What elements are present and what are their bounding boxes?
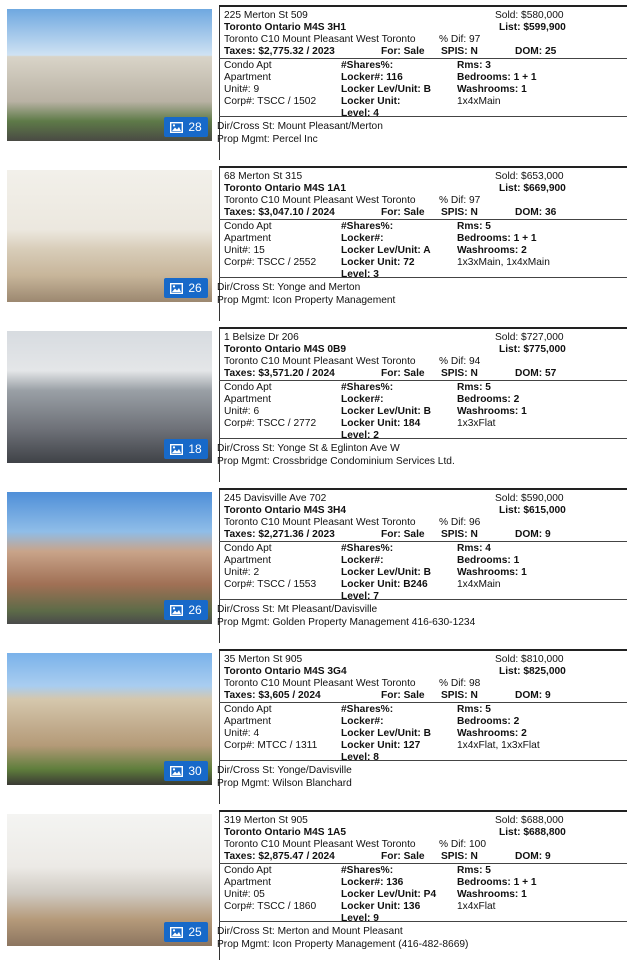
pct-dif: % Dif: 98 (439, 678, 481, 689)
shares-text: #Shares%: (341, 704, 394, 715)
area-text: Toronto C10 Mount Pleasant West Toronto (224, 517, 416, 528)
for-sale: For: Sale (381, 46, 425, 57)
washrooms-text: Washrooms: 1 (457, 889, 527, 900)
dom-text: DOM: 57 (515, 368, 557, 379)
corp-text: Corp#: TSCC / 1860 (224, 901, 317, 912)
listing-row (5, 5, 627, 160)
washroom-desc: 1x4xFlat (457, 901, 496, 912)
cross-street: Dir/Cross St: Yonge and Merton (217, 282, 361, 293)
cross-street: Dir/Cross St: Mt Pleasant/Davisville (217, 604, 378, 615)
spis-text: SPIS: N (441, 851, 478, 862)
listing-photo[interactable] (7, 170, 212, 302)
prop-mgmt: Prop Mgmt: Wilson Blanchard (217, 778, 352, 789)
prop-mgmt: Prop Mgmt: Golden Property Management 416-630-1234 (217, 617, 476, 628)
dom-text: DOM: 9 (515, 529, 551, 540)
unit-text: Unit#: 4 (224, 728, 260, 739)
sold-price: Sold: $653,000 (495, 171, 564, 182)
locker-text: Locker#: 136 (341, 877, 404, 888)
bedrooms-text: Bedrooms: 1 + 1 (457, 877, 537, 888)
unit-text: Unit#: 05 (224, 889, 265, 900)
listing-row (5, 488, 627, 643)
washroom-desc: 1x4xMain (457, 96, 501, 107)
listing-photo[interactable] (7, 9, 212, 141)
section-divider (219, 438, 627, 439)
washrooms-text: Washrooms: 1 (457, 84, 527, 95)
addr-text: 35 Merton St 905 (224, 654, 303, 665)
style-text: Apartment (224, 716, 271, 727)
rooms-text: Rms: 5 (457, 382, 491, 393)
spis-text: SPIS: N (441, 207, 478, 218)
listing-photo[interactable] (7, 814, 212, 946)
area-text: Toronto C10 Mount Pleasant West Toronto (224, 356, 416, 367)
locker-lev-text: Locker Lev/Unit: A (341, 245, 431, 256)
list-price: List: $615,000 (499, 505, 566, 516)
taxes-text: Taxes: $3,605 / 2024 (224, 690, 321, 701)
shares-text: #Shares%: (341, 382, 394, 393)
level-text: Level: 9 (341, 913, 379, 924)
sold-price: Sold: $580,000 (495, 10, 564, 21)
type-text: Condo Apt (224, 382, 272, 393)
corp-text: Corp#: TSCC / 1502 (224, 96, 317, 107)
locker-lev-text: Locker Lev/Unit: B (341, 406, 432, 417)
photo-count: 30 (188, 764, 202, 778)
corp-text: Corp#: TSCC / 2552 (224, 257, 317, 268)
area-text: Toronto C10 Mount Pleasant West Toronto (224, 34, 416, 45)
spis-text: SPIS: N (441, 529, 478, 540)
image-icon (170, 766, 183, 777)
for-sale: For: Sale (381, 368, 425, 379)
cross-street: Dir/Cross St: Yonge/Davisville (217, 765, 352, 776)
level-text: Level: 3 (341, 269, 379, 280)
listing-row (5, 649, 627, 804)
level-text: Level: 8 (341, 752, 379, 763)
addr-text: 319 Merton St 905 (224, 815, 308, 826)
addr-text: 245 Davisville Ave 702 (224, 493, 327, 504)
unit-text: Unit#: 6 (224, 406, 260, 417)
prop-mgmt: Prop Mgmt: Crossbridge Condominium Services Ltd. (217, 456, 455, 467)
spis-text: SPIS: N (441, 368, 478, 379)
addr-text: 225 Merton St 509 (224, 10, 308, 21)
taxes-text: Taxes: $2,775.32 / 2023 (224, 46, 335, 57)
prop-mgmt: Prop Mgmt: Icon Property Management (217, 295, 396, 306)
dom-text: DOM: 9 (515, 851, 551, 862)
level-text: Level: 2 (341, 430, 379, 441)
washroom-desc: 1x3xMain, 1x4xMain (457, 257, 550, 268)
style-text: Apartment (224, 233, 271, 244)
taxes-text: Taxes: $3,571.20 / 2024 (224, 368, 335, 379)
city-text: Toronto Ontario M4S 1A1 (224, 183, 347, 194)
list-price: List: $669,900 (499, 183, 566, 194)
photo-count: 18 (188, 442, 202, 456)
unit-text: Unit#: 9 (224, 84, 260, 95)
list-price: List: $688,800 (499, 827, 566, 838)
locker-unit-text: Locker Unit: (341, 96, 401, 107)
type-text: Condo Apt (224, 60, 272, 71)
taxes-text: Taxes: $2,875.47 / 2024 (224, 851, 335, 862)
locker-lev-text: Locker Lev/Unit: B (341, 567, 432, 578)
taxes-text: Taxes: $2,271.36 / 2023 (224, 529, 335, 540)
section-divider (219, 277, 627, 278)
for-sale: For: Sale (381, 207, 425, 218)
photo-count: 25 (188, 925, 202, 939)
for-sale: For: Sale (381, 529, 425, 540)
listing-photo[interactable] (7, 653, 212, 785)
washrooms-text: Washrooms: 2 (457, 728, 527, 739)
city-text: Toronto Ontario M4S 1A5 (224, 827, 347, 838)
cross-street: Dir/Cross St: Merton and Mount Pleasant (217, 926, 403, 937)
locker-unit-text: Locker Unit: B246 (341, 579, 428, 590)
list-price: List: $775,000 (499, 344, 566, 355)
washroom-desc: 1x4xFlat, 1x3xFlat (457, 740, 540, 751)
image-icon (170, 122, 183, 133)
listing-photo[interactable] (7, 492, 212, 624)
list-price: List: $599,900 (499, 22, 566, 33)
pct-dif: % Dif: 97 (439, 34, 481, 45)
washrooms-text: Washrooms: 1 (457, 567, 527, 578)
image-icon (170, 444, 183, 455)
sold-price: Sold: $727,000 (495, 332, 564, 343)
locker-lev-text: Locker Lev/Unit: B (341, 84, 432, 95)
sold-price: Sold: $688,000 (495, 815, 564, 826)
rooms-text: Rms: 4 (457, 543, 491, 554)
photo-count: 28 (188, 120, 202, 134)
section-divider (219, 921, 627, 922)
sold-price: Sold: $810,000 (495, 654, 564, 665)
washrooms-text: Washrooms: 2 (457, 245, 527, 256)
washroom-desc: 1x3xFlat (457, 418, 496, 429)
addr-text: 68 Merton St 315 (224, 171, 303, 182)
listing-photo[interactable] (7, 331, 212, 463)
city-text: Toronto Ontario M4S 3H4 (224, 505, 347, 516)
listing-row (5, 166, 627, 321)
row-top-border (219, 810, 627, 812)
section-divider (219, 702, 627, 703)
locker-unit-text: Locker Unit: 184 (341, 418, 421, 429)
locker-unit-text: Locker Unit: 72 (341, 257, 415, 268)
washroom-desc: 1x4xMain (457, 579, 501, 590)
cross-street: Dir/Cross St: Yonge St & Eglinton Ave W (217, 443, 400, 454)
sold-price: Sold: $590,000 (495, 493, 564, 504)
shares-text: #Shares%: (341, 221, 394, 232)
shares-text: #Shares%: (341, 865, 394, 876)
level-text: Level: 7 (341, 591, 379, 602)
city-text: Toronto Ontario M4S 3G4 (224, 666, 347, 677)
photo-count-badge[interactable] (164, 761, 208, 781)
area-text: Toronto C10 Mount Pleasant West Toronto (224, 839, 416, 850)
dom-text: DOM: 25 (515, 46, 557, 57)
row-top-border (219, 327, 627, 329)
section-divider (219, 380, 627, 381)
style-text: Apartment (224, 877, 271, 888)
row-top-border (219, 649, 627, 651)
listing-row (5, 327, 627, 482)
taxes-text: Taxes: $3,047.10 / 2024 (224, 207, 335, 218)
addr-text: 1 Belsize Dr 206 (224, 332, 299, 343)
prop-mgmt: Prop Mgmt: Icon Property Management (416-482-8669) (217, 939, 469, 950)
image-icon (170, 927, 183, 938)
style-text: Apartment (224, 394, 271, 405)
list-price: List: $825,000 (499, 666, 566, 677)
dom-text: DOM: 36 (515, 207, 557, 218)
cross-street: Dir/Cross St: Mount Pleasant/Merton (217, 121, 383, 132)
row-top-border (219, 488, 627, 490)
spis-text: SPIS: N (441, 690, 478, 701)
section-divider (219, 863, 627, 864)
shares-text: #Shares%: (341, 60, 394, 71)
locker-text: Locker#: (341, 233, 384, 244)
pct-dif: % Dif: 100 (439, 839, 486, 850)
locker-text: Locker#: (341, 555, 384, 566)
type-text: Condo Apt (224, 704, 272, 715)
listing-row (5, 810, 627, 960)
section-divider (219, 599, 627, 600)
dom-text: DOM: 9 (515, 690, 551, 701)
rooms-text: Rms: 5 (457, 221, 491, 232)
section-divider (219, 760, 627, 761)
section-divider (219, 541, 627, 542)
photo-count-badge[interactable] (164, 600, 208, 620)
pct-dif: % Dif: 97 (439, 195, 481, 206)
photo-count: 26 (188, 603, 202, 617)
locker-unit-text: Locker Unit: 127 (341, 740, 421, 751)
style-text: Apartment (224, 72, 271, 83)
corp-text: Corp#: TSCC / 1553 (224, 579, 317, 590)
bedrooms-text: Bedrooms: 1 + 1 (457, 72, 537, 83)
prop-mgmt: Prop Mgmt: Percel Inc (217, 134, 318, 145)
locker-text: Locker#: 116 (341, 72, 403, 83)
level-text: Level: 4 (341, 108, 379, 119)
rooms-text: Rms: 5 (457, 704, 491, 715)
city-text: Toronto Ontario M4S 3H1 (224, 22, 347, 33)
photo-count-badge[interactable] (164, 117, 208, 137)
section-divider (219, 219, 627, 220)
locker-text: Locker#: (341, 394, 384, 405)
area-text: Toronto C10 Mount Pleasant West Toronto (224, 678, 416, 689)
photo-count: 26 (188, 281, 202, 295)
locker-lev-text: Locker Lev/Unit: P4 (341, 889, 437, 900)
section-divider (219, 58, 627, 59)
photo-count-badge[interactable] (164, 439, 208, 459)
bedrooms-text: Bedrooms: 2 (457, 394, 520, 405)
row-top-border (219, 166, 627, 168)
corp-text: Corp#: MTCC / 1311 (224, 740, 318, 751)
bedrooms-text: Bedrooms: 2 (457, 716, 520, 727)
row-top-border (219, 5, 627, 7)
washrooms-text: Washrooms: 1 (457, 406, 527, 417)
shares-text: #Shares%: (341, 543, 394, 554)
photo-count-badge[interactable] (164, 922, 208, 942)
locker-text: Locker#: (341, 716, 384, 727)
unit-text: Unit#: 15 (224, 245, 265, 256)
type-text: Condo Apt (224, 543, 272, 554)
area-text: Toronto C10 Mount Pleasant West Toronto (224, 195, 416, 206)
pct-dif: % Dif: 94 (439, 356, 481, 367)
locker-unit-text: Locker Unit: 136 (341, 901, 421, 912)
corp-text: Corp#: TSCC / 2772 (224, 418, 317, 429)
rooms-text: Rms: 3 (457, 60, 491, 71)
type-text: Condo Apt (224, 221, 272, 232)
spis-text: SPIS: N (441, 46, 478, 57)
photo-count-badge[interactable] (164, 278, 208, 298)
pct-dif: % Dif: 96 (439, 517, 481, 528)
city-text: Toronto Ontario M4S 0B9 (224, 344, 347, 355)
bedrooms-text: Bedrooms: 1 + 1 (457, 233, 537, 244)
style-text: Apartment (224, 555, 271, 566)
locker-lev-text: Locker Lev/Unit: B (341, 728, 432, 739)
for-sale: For: Sale (381, 851, 425, 862)
type-text: Condo Apt (224, 865, 272, 876)
image-icon (170, 605, 183, 616)
image-icon (170, 283, 183, 294)
rooms-text: Rms: 5 (457, 865, 491, 876)
for-sale: For: Sale (381, 690, 425, 701)
unit-text: Unit#: 2 (224, 567, 260, 578)
section-divider (219, 116, 627, 117)
bedrooms-text: Bedrooms: 1 (457, 555, 520, 566)
